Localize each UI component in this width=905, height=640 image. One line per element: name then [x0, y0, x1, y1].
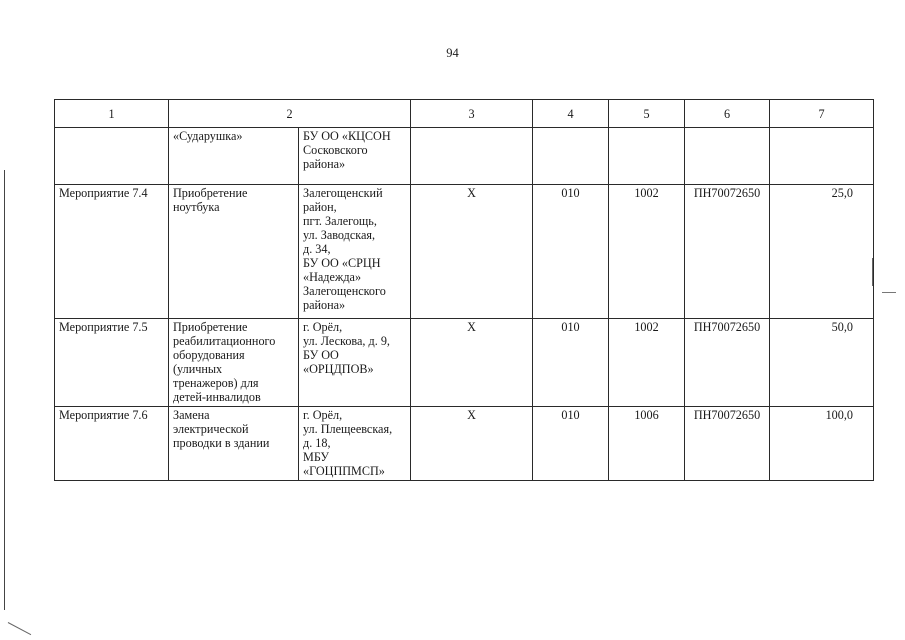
- name-cell: [169, 128, 299, 185]
- page-number: 94: [446, 46, 459, 60]
- table-row: [55, 407, 874, 481]
- col4-cell: 010: [533, 185, 609, 319]
- cell-line: (уличных: [173, 362, 223, 376]
- cell-line: «Сударушка»: [173, 129, 243, 143]
- table-row: [55, 319, 874, 407]
- cell-line: Залегощенский: [303, 186, 383, 200]
- col7-cell: 50,0: [770, 319, 874, 407]
- cell-line: Мероприятие 7.4: [59, 186, 148, 200]
- col3-cell: Х: [411, 407, 533, 481]
- cell-line: БУ ОО «КЦСОН: [303, 129, 391, 143]
- cell-line: «Надежда»: [303, 270, 362, 284]
- cell-line: пгт. Залегощь,: [303, 214, 377, 228]
- event-cell: [55, 319, 169, 407]
- header-cell-6: 6: [685, 100, 770, 128]
- event-cell: [55, 185, 169, 319]
- col6-cell: ПН70072650: [685, 185, 770, 319]
- address-cell: [299, 185, 411, 319]
- name-cell: [169, 407, 299, 481]
- cell-line: «ОРЦДПОВ»: [303, 362, 374, 376]
- cell-line: Залегощенского: [303, 284, 386, 298]
- cell-line: района»: [303, 298, 346, 312]
- header-cell-7: 7: [770, 100, 874, 128]
- col6-cell: ПН70072650: [685, 319, 770, 407]
- col3-cell: Х: [411, 185, 533, 319]
- cell-line: проводки в здании: [173, 436, 270, 450]
- cell-line: «ГОЦППМСП»: [303, 464, 385, 478]
- scan-artifact-right-dash: [882, 292, 896, 293]
- col5-cell: 1002: [609, 185, 685, 319]
- cell-line: д. 18,: [303, 436, 331, 450]
- cell-line: Мероприятие 7.5: [59, 320, 148, 334]
- cell-line: г. Орёл,: [303, 320, 343, 334]
- scan-artifact-left: [4, 170, 5, 610]
- cell-line: Приобретение: [173, 320, 248, 334]
- cell-line: ноутбука: [173, 200, 220, 214]
- cell-line: ул. Заводская,: [303, 228, 376, 242]
- header-cell-2: 2: [169, 100, 411, 128]
- col3-cell: [411, 128, 533, 185]
- col7-cell: 100,0: [770, 407, 874, 481]
- address-cell: [299, 319, 411, 407]
- event-cell: [55, 128, 169, 185]
- budget-table: [54, 99, 874, 481]
- name-cell: [169, 319, 299, 407]
- address-cell: [299, 128, 411, 185]
- cell-line: Сосковского: [303, 143, 368, 157]
- cell-line: реабилитационного: [173, 334, 276, 348]
- col7-cell: 25,0: [770, 185, 874, 319]
- cell-line: БУ ОО: [303, 348, 339, 362]
- event-cell: [55, 407, 169, 481]
- header-cell-4: 4: [533, 100, 609, 128]
- cell-line: район,: [303, 200, 337, 214]
- header-cell-3: 3: [411, 100, 533, 128]
- table-row: [55, 128, 874, 185]
- cell-line: ул. Лескова, д. 9,: [303, 334, 390, 348]
- col5-cell: [609, 128, 685, 185]
- cell-line: Приобретение: [173, 186, 248, 200]
- cell-line: ул. Плещеевская,: [303, 422, 393, 436]
- cell-line: д. 34,: [303, 242, 331, 256]
- cell-line: Замена: [173, 408, 210, 422]
- col6-cell: [685, 128, 770, 185]
- table-header-row: [55, 100, 874, 128]
- header-cell-1: 1: [55, 100, 169, 128]
- header-cell-5: 5: [609, 100, 685, 128]
- scan-artifact-right: [872, 258, 873, 286]
- table-row: [55, 185, 874, 319]
- col3-cell: Х: [411, 319, 533, 407]
- cell-line: г. Орёл,: [303, 408, 343, 422]
- cell-line: района»: [303, 157, 346, 171]
- col6-cell: ПН70072650: [685, 407, 770, 481]
- scan-artifact-corner: [8, 622, 31, 635]
- cell-line: тренажеров) для: [173, 376, 259, 390]
- col4-cell: 010: [533, 319, 609, 407]
- cell-line: электрической: [173, 422, 249, 436]
- col7-cell: [770, 128, 874, 185]
- cell-line: Мероприятие 7.6: [59, 408, 148, 422]
- col5-cell: 1006: [609, 407, 685, 481]
- name-cell: [169, 185, 299, 319]
- col4-cell: 010: [533, 407, 609, 481]
- cell-line: оборудования: [173, 348, 245, 362]
- cell-line: детей-инвалидов: [173, 390, 261, 404]
- cell-line: БУ ОО «СРЦН: [303, 256, 381, 270]
- col5-cell: 1002: [609, 319, 685, 407]
- cell-line: МБУ: [303, 450, 330, 464]
- col4-cell: [533, 128, 609, 185]
- address-cell: [299, 407, 411, 481]
